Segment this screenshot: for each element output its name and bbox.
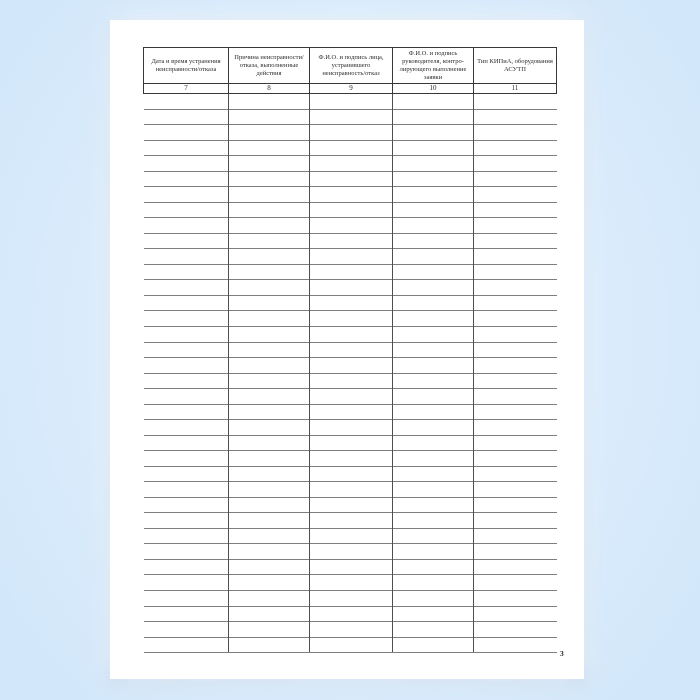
- empty-cell: [310, 202, 393, 218]
- column-number-row: [144, 84, 557, 94]
- empty-cell: [474, 171, 557, 187]
- empty-cell: [144, 218, 229, 234]
- empty-cell: [229, 264, 310, 280]
- empty-cell: [310, 404, 393, 420]
- table-row: [144, 513, 557, 529]
- empty-cell: [474, 544, 557, 560]
- empty-cell: [310, 171, 393, 187]
- table-row: [144, 264, 557, 280]
- empty-cell: [474, 528, 557, 544]
- empty-cell: [310, 451, 393, 467]
- column-number: 8: [229, 84, 310, 94]
- empty-cell: [393, 497, 474, 513]
- paper-page: [110, 20, 584, 679]
- empty-cell: [393, 435, 474, 451]
- empty-cell: [229, 342, 310, 358]
- empty-cell: [474, 482, 557, 498]
- table-row: [144, 233, 557, 249]
- empty-cell: [393, 404, 474, 420]
- empty-cell: [474, 125, 557, 141]
- table-row: [144, 637, 557, 653]
- empty-cell: [310, 140, 393, 156]
- empty-cell: [144, 513, 229, 529]
- empty-cell: [310, 420, 393, 436]
- empty-cell: [474, 264, 557, 280]
- empty-cell: [474, 591, 557, 607]
- empty-cell: [474, 389, 557, 405]
- empty-cell: [229, 544, 310, 560]
- empty-cell: [393, 482, 474, 498]
- empty-cell: [474, 280, 557, 296]
- empty-cell: [310, 575, 393, 591]
- empty-cell: [229, 295, 310, 311]
- empty-cell: [474, 466, 557, 482]
- empty-cell: [474, 342, 557, 358]
- empty-cell: [144, 202, 229, 218]
- empty-cell: [310, 233, 393, 249]
- empty-cell: [310, 637, 393, 653]
- empty-cell: [393, 264, 474, 280]
- empty-cell: [393, 326, 474, 342]
- empty-cell: [474, 326, 557, 342]
- table-row: [144, 311, 557, 327]
- empty-cell: [229, 466, 310, 482]
- empty-cell: [474, 497, 557, 513]
- empty-cell: [310, 513, 393, 529]
- table-row: [144, 295, 557, 311]
- empty-cell: [310, 466, 393, 482]
- table-row: [144, 451, 557, 467]
- empty-cell: [474, 249, 557, 265]
- empty-cell: [393, 171, 474, 187]
- empty-cell: [229, 326, 310, 342]
- empty-cell: [474, 420, 557, 436]
- empty-cell: [393, 622, 474, 638]
- empty-cell: [144, 156, 229, 172]
- empty-cell: [144, 187, 229, 203]
- empty-cell: [393, 156, 474, 172]
- table-row: [144, 140, 557, 156]
- empty-cell: [229, 373, 310, 389]
- empty-cell: [144, 358, 229, 374]
- empty-cell: [310, 109, 393, 125]
- empty-cell: [229, 94, 310, 110]
- empty-cell: [144, 140, 229, 156]
- header-cell-supervisor-name: Ф.И.О. и подпись руководителя, контро-лирующего выполнение заявки: [393, 48, 474, 84]
- empty-cell: [229, 497, 310, 513]
- empty-cell: [229, 637, 310, 653]
- empty-cell: [310, 156, 393, 172]
- empty-cell: [474, 140, 557, 156]
- empty-cell: [474, 202, 557, 218]
- empty-cell: [474, 559, 557, 575]
- table-row: [144, 389, 557, 405]
- empty-cell: [393, 513, 474, 529]
- empty-cell: [229, 559, 310, 575]
- empty-cell: [144, 466, 229, 482]
- empty-cell: [229, 482, 310, 498]
- table-row: [144, 575, 557, 591]
- table-row: [144, 497, 557, 513]
- empty-cell: [393, 358, 474, 374]
- table-row: [144, 606, 557, 622]
- empty-cell: [393, 233, 474, 249]
- table-row: [144, 342, 557, 358]
- empty-cell: [144, 435, 229, 451]
- empty-cell: [229, 420, 310, 436]
- table-row: [144, 202, 557, 218]
- empty-cell: [229, 249, 310, 265]
- empty-cell: [474, 575, 557, 591]
- table-row: [144, 326, 557, 342]
- empty-cell: [393, 109, 474, 125]
- empty-cell: [310, 125, 393, 141]
- empty-cell: [310, 389, 393, 405]
- empty-cell: [474, 435, 557, 451]
- empty-cell: [229, 575, 310, 591]
- column-number: 7: [144, 84, 229, 94]
- column-number: 10: [393, 84, 474, 94]
- empty-cell: [144, 420, 229, 436]
- empty-cell: [144, 109, 229, 125]
- empty-cell: [310, 528, 393, 544]
- empty-cell: [229, 125, 310, 141]
- table-row: [144, 435, 557, 451]
- empty-cell: [310, 435, 393, 451]
- empty-cell: [474, 622, 557, 638]
- empty-cell: [474, 358, 557, 374]
- table-row: [144, 358, 557, 374]
- table-body: [144, 94, 557, 653]
- table-row: [144, 591, 557, 607]
- empty-cell: [144, 637, 229, 653]
- empty-cell: [310, 295, 393, 311]
- empty-cell: [310, 591, 393, 607]
- empty-cell: [144, 342, 229, 358]
- table-row: [144, 420, 557, 436]
- empty-cell: [144, 482, 229, 498]
- table-row: [144, 373, 557, 389]
- empty-cell: [393, 373, 474, 389]
- empty-cell: [144, 295, 229, 311]
- empty-cell: [229, 218, 310, 234]
- empty-cell: [144, 622, 229, 638]
- empty-cell: [144, 559, 229, 575]
- empty-cell: [229, 528, 310, 544]
- empty-cell: [144, 404, 229, 420]
- table-row: [144, 559, 557, 575]
- empty-cell: [144, 591, 229, 607]
- empty-cell: [229, 622, 310, 638]
- empty-cell: [393, 280, 474, 296]
- empty-cell: [310, 342, 393, 358]
- empty-cell: [393, 575, 474, 591]
- empty-cell: [229, 109, 310, 125]
- table-row: [144, 109, 557, 125]
- empty-cell: [229, 202, 310, 218]
- empty-cell: [310, 249, 393, 265]
- empty-cell: [144, 264, 229, 280]
- empty-cell: [474, 606, 557, 622]
- empty-cell: [310, 326, 393, 342]
- empty-cell: [229, 280, 310, 296]
- empty-cell: [393, 591, 474, 607]
- empty-cell: [393, 125, 474, 141]
- empty-cell: [393, 295, 474, 311]
- table-row: [144, 249, 557, 265]
- empty-cell: [144, 575, 229, 591]
- header-cell-equipment-type: Тип КИПиА, оборудования АСУТП: [474, 48, 557, 84]
- table-row: [144, 622, 557, 638]
- empty-cell: [144, 373, 229, 389]
- empty-cell: [474, 109, 557, 125]
- empty-cell: [144, 125, 229, 141]
- empty-cell: [393, 202, 474, 218]
- empty-cell: [310, 606, 393, 622]
- empty-cell: [310, 311, 393, 327]
- empty-cell: [310, 187, 393, 203]
- header-row: [144, 48, 557, 84]
- empty-cell: [144, 249, 229, 265]
- header-cell-date-time: Дата и время устранения неисправности/отказа: [144, 48, 229, 84]
- empty-cell: [310, 218, 393, 234]
- empty-cell: [229, 140, 310, 156]
- empty-cell: [474, 187, 557, 203]
- empty-cell: [393, 249, 474, 265]
- table-row: [144, 156, 557, 172]
- empty-cell: [144, 94, 229, 110]
- empty-cell: [229, 358, 310, 374]
- empty-cell: [393, 559, 474, 575]
- empty-cell: [393, 637, 474, 653]
- empty-cell: [393, 528, 474, 544]
- empty-cell: [393, 218, 474, 234]
- empty-cell: [229, 156, 310, 172]
- table-row: [144, 528, 557, 544]
- empty-cell: [474, 295, 557, 311]
- empty-cell: [310, 622, 393, 638]
- empty-cell: [310, 497, 393, 513]
- header-cell-fixer-name: Ф.И.О. и подпись лица, устранившего неисправность/отказ: [310, 48, 393, 84]
- empty-cell: [474, 404, 557, 420]
- empty-cell: [229, 171, 310, 187]
- empty-cell: [393, 311, 474, 327]
- empty-cell: [229, 233, 310, 249]
- table-row: [144, 280, 557, 296]
- column-number: 11: [474, 84, 557, 94]
- empty-cell: [474, 637, 557, 653]
- empty-cell: [393, 451, 474, 467]
- empty-cell: [229, 591, 310, 607]
- empty-cell: [144, 528, 229, 544]
- table-row: [144, 94, 557, 110]
- table-row: [144, 171, 557, 187]
- empty-cell: [229, 311, 310, 327]
- table-row: [144, 544, 557, 560]
- empty-cell: [393, 94, 474, 110]
- empty-cell: [229, 606, 310, 622]
- empty-cell: [474, 218, 557, 234]
- table-row: [144, 466, 557, 482]
- empty-cell: [310, 482, 393, 498]
- empty-cell: [393, 466, 474, 482]
- empty-cell: [474, 233, 557, 249]
- table-row: [144, 218, 557, 234]
- empty-cell: [393, 544, 474, 560]
- empty-cell: [393, 389, 474, 405]
- empty-cell: [229, 451, 310, 467]
- empty-cell: [144, 544, 229, 560]
- empty-cell: [474, 94, 557, 110]
- empty-cell: [310, 264, 393, 280]
- empty-cell: [393, 187, 474, 203]
- empty-cell: [229, 404, 310, 420]
- empty-cell: [310, 280, 393, 296]
- empty-cell: [474, 451, 557, 467]
- empty-cell: [144, 233, 229, 249]
- empty-cell: [310, 358, 393, 374]
- empty-cell: [310, 373, 393, 389]
- header-cell-cause: Причина неисправности/отказа, выполненные действия: [229, 48, 310, 84]
- empty-cell: [229, 389, 310, 405]
- empty-cell: [144, 497, 229, 513]
- empty-cell: [474, 156, 557, 172]
- empty-cell: [393, 342, 474, 358]
- empty-cell: [393, 420, 474, 436]
- table-header: [144, 48, 557, 94]
- empty-cell: [144, 171, 229, 187]
- empty-cell: [310, 544, 393, 560]
- table-row: [144, 125, 557, 141]
- empty-cell: [144, 280, 229, 296]
- table-row: [144, 187, 557, 203]
- empty-cell: [229, 187, 310, 203]
- empty-cell: [474, 373, 557, 389]
- empty-cell: [144, 311, 229, 327]
- empty-cell: [393, 606, 474, 622]
- journal-table: [143, 47, 557, 653]
- table-row: [144, 404, 557, 420]
- empty-cell: [144, 326, 229, 342]
- empty-cell: [144, 606, 229, 622]
- empty-cell: [144, 389, 229, 405]
- empty-cell: [229, 513, 310, 529]
- empty-cell: [474, 513, 557, 529]
- empty-cell: [310, 559, 393, 575]
- empty-cell: [229, 435, 310, 451]
- table-row: [144, 482, 557, 498]
- column-number: 9: [310, 84, 393, 94]
- empty-cell: [393, 140, 474, 156]
- empty-cell: [474, 311, 557, 327]
- page-number: 3: [560, 649, 564, 658]
- empty-cell: [144, 451, 229, 467]
- empty-cell: [310, 94, 393, 110]
